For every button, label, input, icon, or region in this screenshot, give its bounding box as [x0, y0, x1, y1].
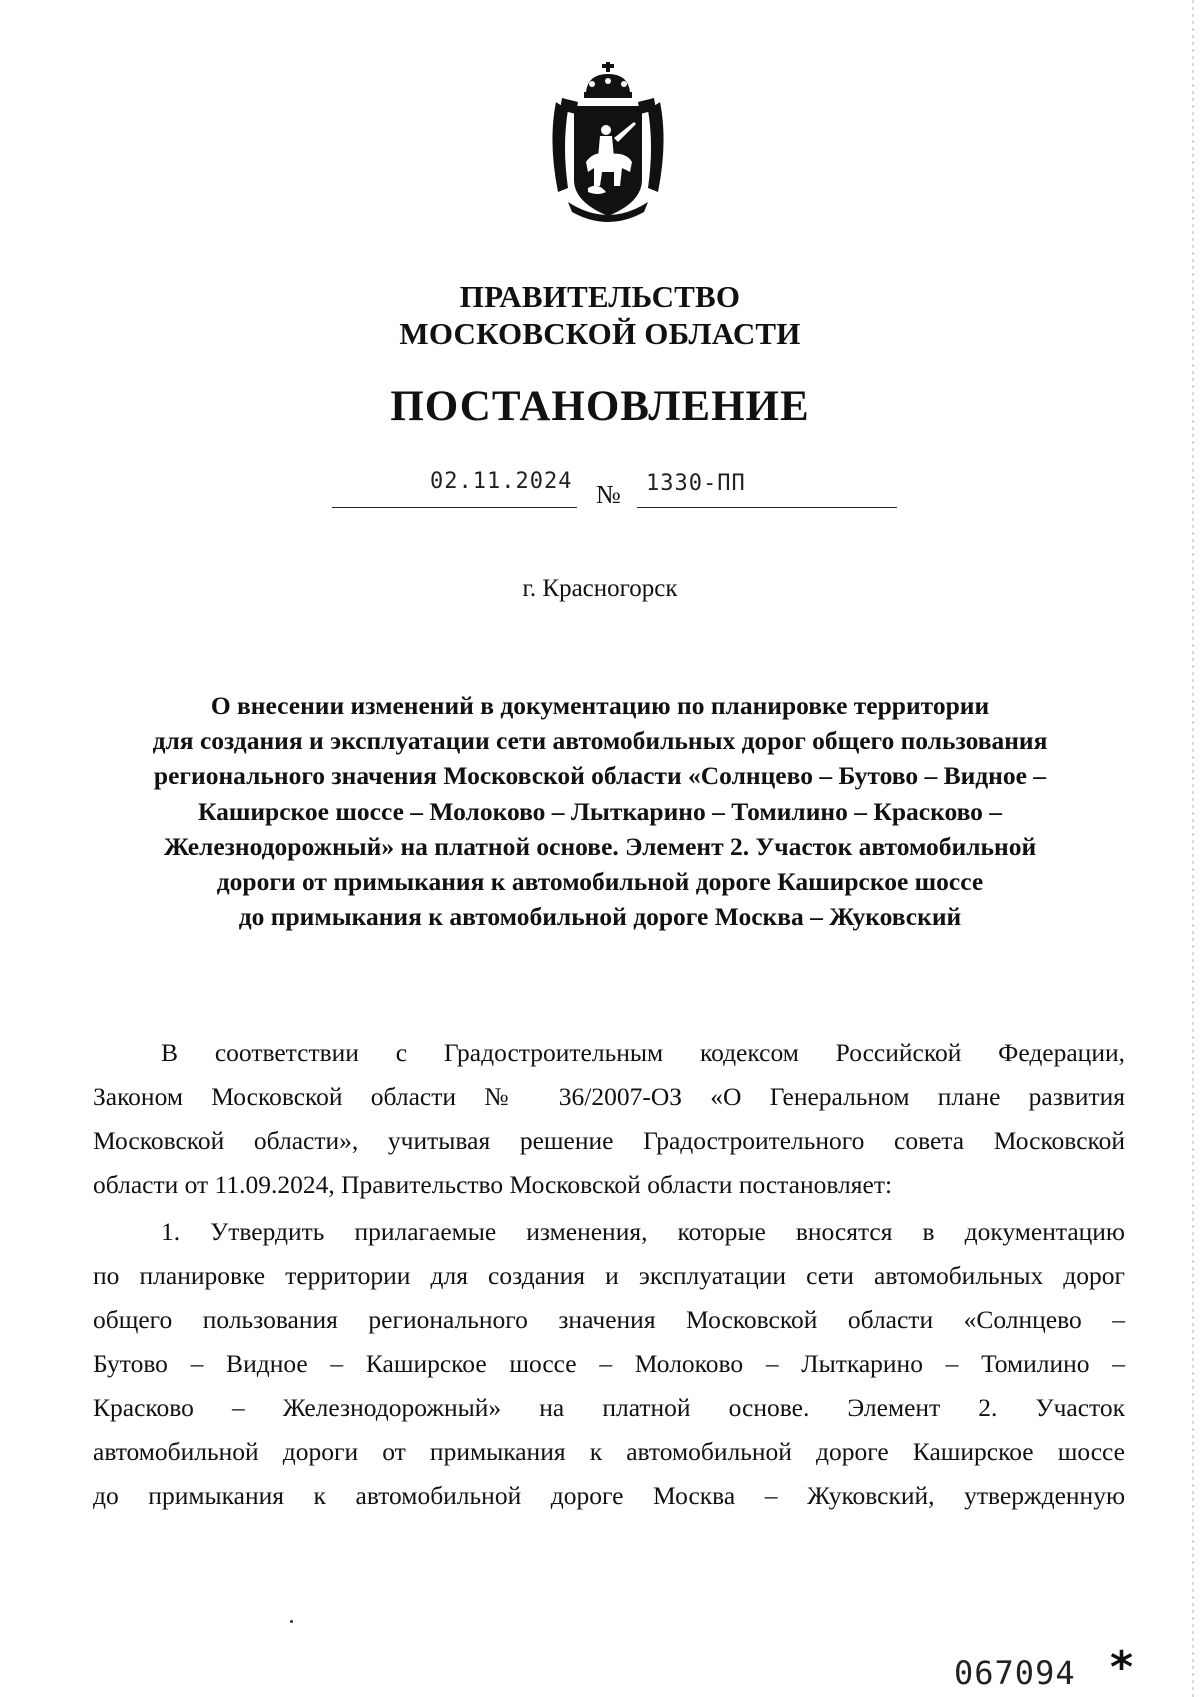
number-underline — [637, 507, 897, 509]
document-number: 1330-ПП — [646, 471, 746, 496]
subject-line: Железнодорожный» на платной основе. Элемент 2. Участок автомобильной — [163, 831, 1037, 861]
government-title-line2: МОСКОВСКОЙ ОБЛАСТИ — [399, 316, 801, 351]
paragraph-line: автомобильной дороги от примыкания к автомобильной дороге Каширское шоссе — [93, 1437, 1125, 1466]
date-underline — [332, 507, 577, 509]
paragraph-line: 1. Утвердить прилагаемые изменения, которые вносятся в документацию — [161, 1217, 1125, 1246]
preamble-paragraph — [93, 1031, 1125, 1207]
asterisk-mark: * — [1110, 1642, 1134, 1693]
government-title-line1: ПРАВИТЕЛЬСТВО — [459, 279, 741, 314]
paragraph-line: до примыкания к автомобильной дороге Москва – Жуковский, утвержденную — [93, 1481, 1125, 1510]
document-type-title: ПОСТАНОВЛЕНИЕ — [390, 383, 810, 430]
paragraph-line: по планировке территории для создания и эксплуатации сети автомобильных дорог — [93, 1261, 1125, 1290]
subject-line: для создания и эксплуатации сети автомобильных дорог общего пользования — [152, 726, 1048, 756]
paragraph-line: В соответствии с Градостроительным кодексом Российской Федерации, — [161, 1038, 1125, 1067]
number-sign: № — [596, 480, 621, 509]
subject-line: дороги от примыкания к автомобильной дороге Каширское шоссе — [216, 867, 984, 897]
paragraph-line: Бутово – Видное – Каширское шоссе – Молоково – Лыткарино – Томилино – — [93, 1349, 1125, 1378]
clause-1-paragraph — [93, 1210, 1125, 1518]
scan-edge — [1192, 0, 1194, 1697]
form-serial-number: 067094 — [954, 1654, 1076, 1692]
subject-line: О внесении изменений в документацию по планировке территории — [210, 691, 990, 720]
scan-speck — [290, 1620, 293, 1623]
paragraph-line: общего пользования регионального значения Московской области «Солнцево – — [93, 1305, 1125, 1334]
paragraph-line: Законом Московской области № 36/2007-ОЗ «О Генеральном плане развития — [93, 1082, 1125, 1111]
subject-line: Каширское шоссе – Молоково – Лыткарино – Томилино – Красково – — [197, 796, 1003, 826]
document-subject — [100, 688, 1100, 934]
subject-line: регионального значения Московской области «Солнцево – Бутово – Видное – — [153, 761, 1047, 791]
paragraph-line: Красково – Железнодорожный» на платной основе. Элемент 2. Участок — [93, 1393, 1125, 1422]
paragraph-line: Московской области», учитывая решение Градостроительного совета Московской — [93, 1126, 1125, 1155]
paragraph-line: области от 11.09.2024, Правительство Московской области постановляет: — [93, 1170, 893, 1199]
coat-of-arms-icon — [548, 62, 668, 228]
document-date: 02.11.2024 — [430, 469, 573, 494]
place-of-issue: г. Красногорск — [522, 575, 678, 602]
subject-line: до примыкания к автомобильной дороге Москва – Жуковский — [238, 902, 962, 932]
